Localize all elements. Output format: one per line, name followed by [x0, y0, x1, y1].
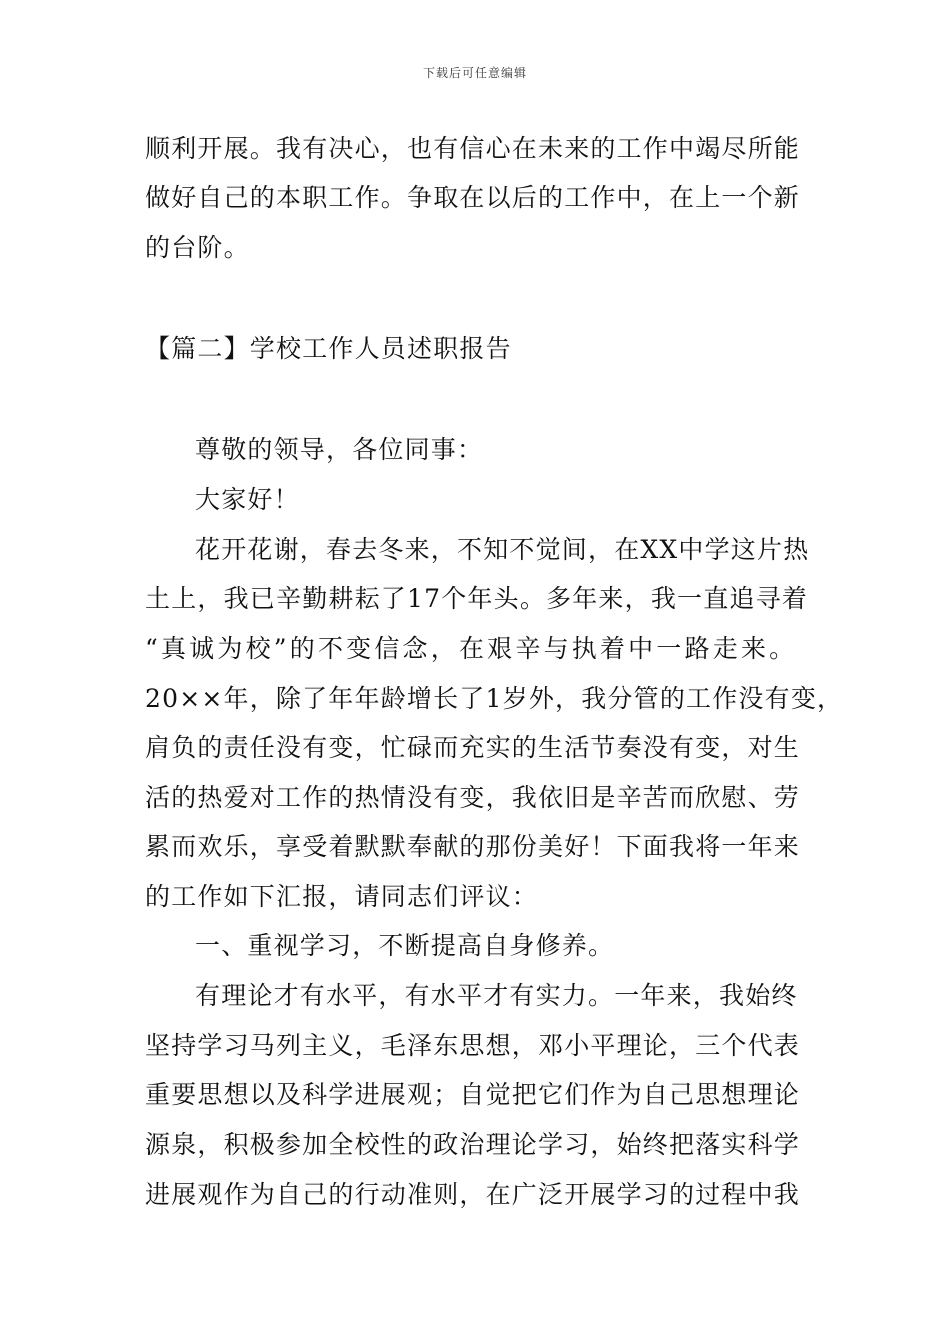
- paragraph-line: 的工作如下汇报，请同志们评议：: [145, 882, 539, 911]
- paragraph-line: 肩负的责任没有变，忙碌而充实的生活节奏没有变，对生: [145, 733, 801, 762]
- salutation: 尊敬的领导，各位同事：: [195, 435, 484, 464]
- paragraph-line: 顺利开展。我有决心，也有信心在未来的工作中竭尽所能: [145, 134, 801, 163]
- paragraph-line: 进展观作为自己的行动准则，在广泛开展学习的过程中我: [145, 1180, 801, 1209]
- paragraph-line: 的台阶。: [145, 233, 250, 262]
- paragraph-line: “真诚为校”的不变信念，在艰辛与执着中一路走来。: [145, 634, 798, 663]
- paragraph-line: 土上，我已辛勤耕耘了17个年头。多年来，我一直追寻着: [145, 584, 809, 613]
- paragraph-line: 源泉，积极参加全校性的政治理论学习，始终把落实科学: [145, 1130, 801, 1159]
- paragraph-line: 坚持学习马列主义，毛泽东思想，邓小平理论，三个代表: [145, 1031, 801, 1060]
- subsection-heading: 一、重视学习，不断提高自身修养。: [195, 931, 615, 960]
- paragraph-line: 重要思想以及科学进展观；自觉把它们作为自己思想理论: [145, 1080, 801, 1109]
- paragraph-line: 20××年，除了年年龄增长了1岁外，我分管的工作没有变，: [145, 684, 844, 713]
- paragraph-line: 有理论才有水平，有水平才有实力。一年来，我始终: [195, 981, 798, 1010]
- paragraph-line: 花开花谢，春去冬来，不知不觉间，在XX中学这片热: [195, 535, 810, 564]
- paragraph-line: 活的热爱对工作的热情没有变，我依旧是辛苦而欣慰、劳: [145, 783, 801, 812]
- paragraph-line: 做好自己的本职工作。争取在以后的工作中，在上一个新: [145, 183, 801, 212]
- paragraph-line: 累而欢乐，享受着默默奉献的那份美好！下面我将一年来: [145, 832, 801, 861]
- greeting: 大家好！: [195, 485, 300, 514]
- page-header: 下载后可任意编辑: [422, 66, 527, 80]
- section-title: 【篇二】学校工作人员述职报告: [145, 334, 512, 363]
